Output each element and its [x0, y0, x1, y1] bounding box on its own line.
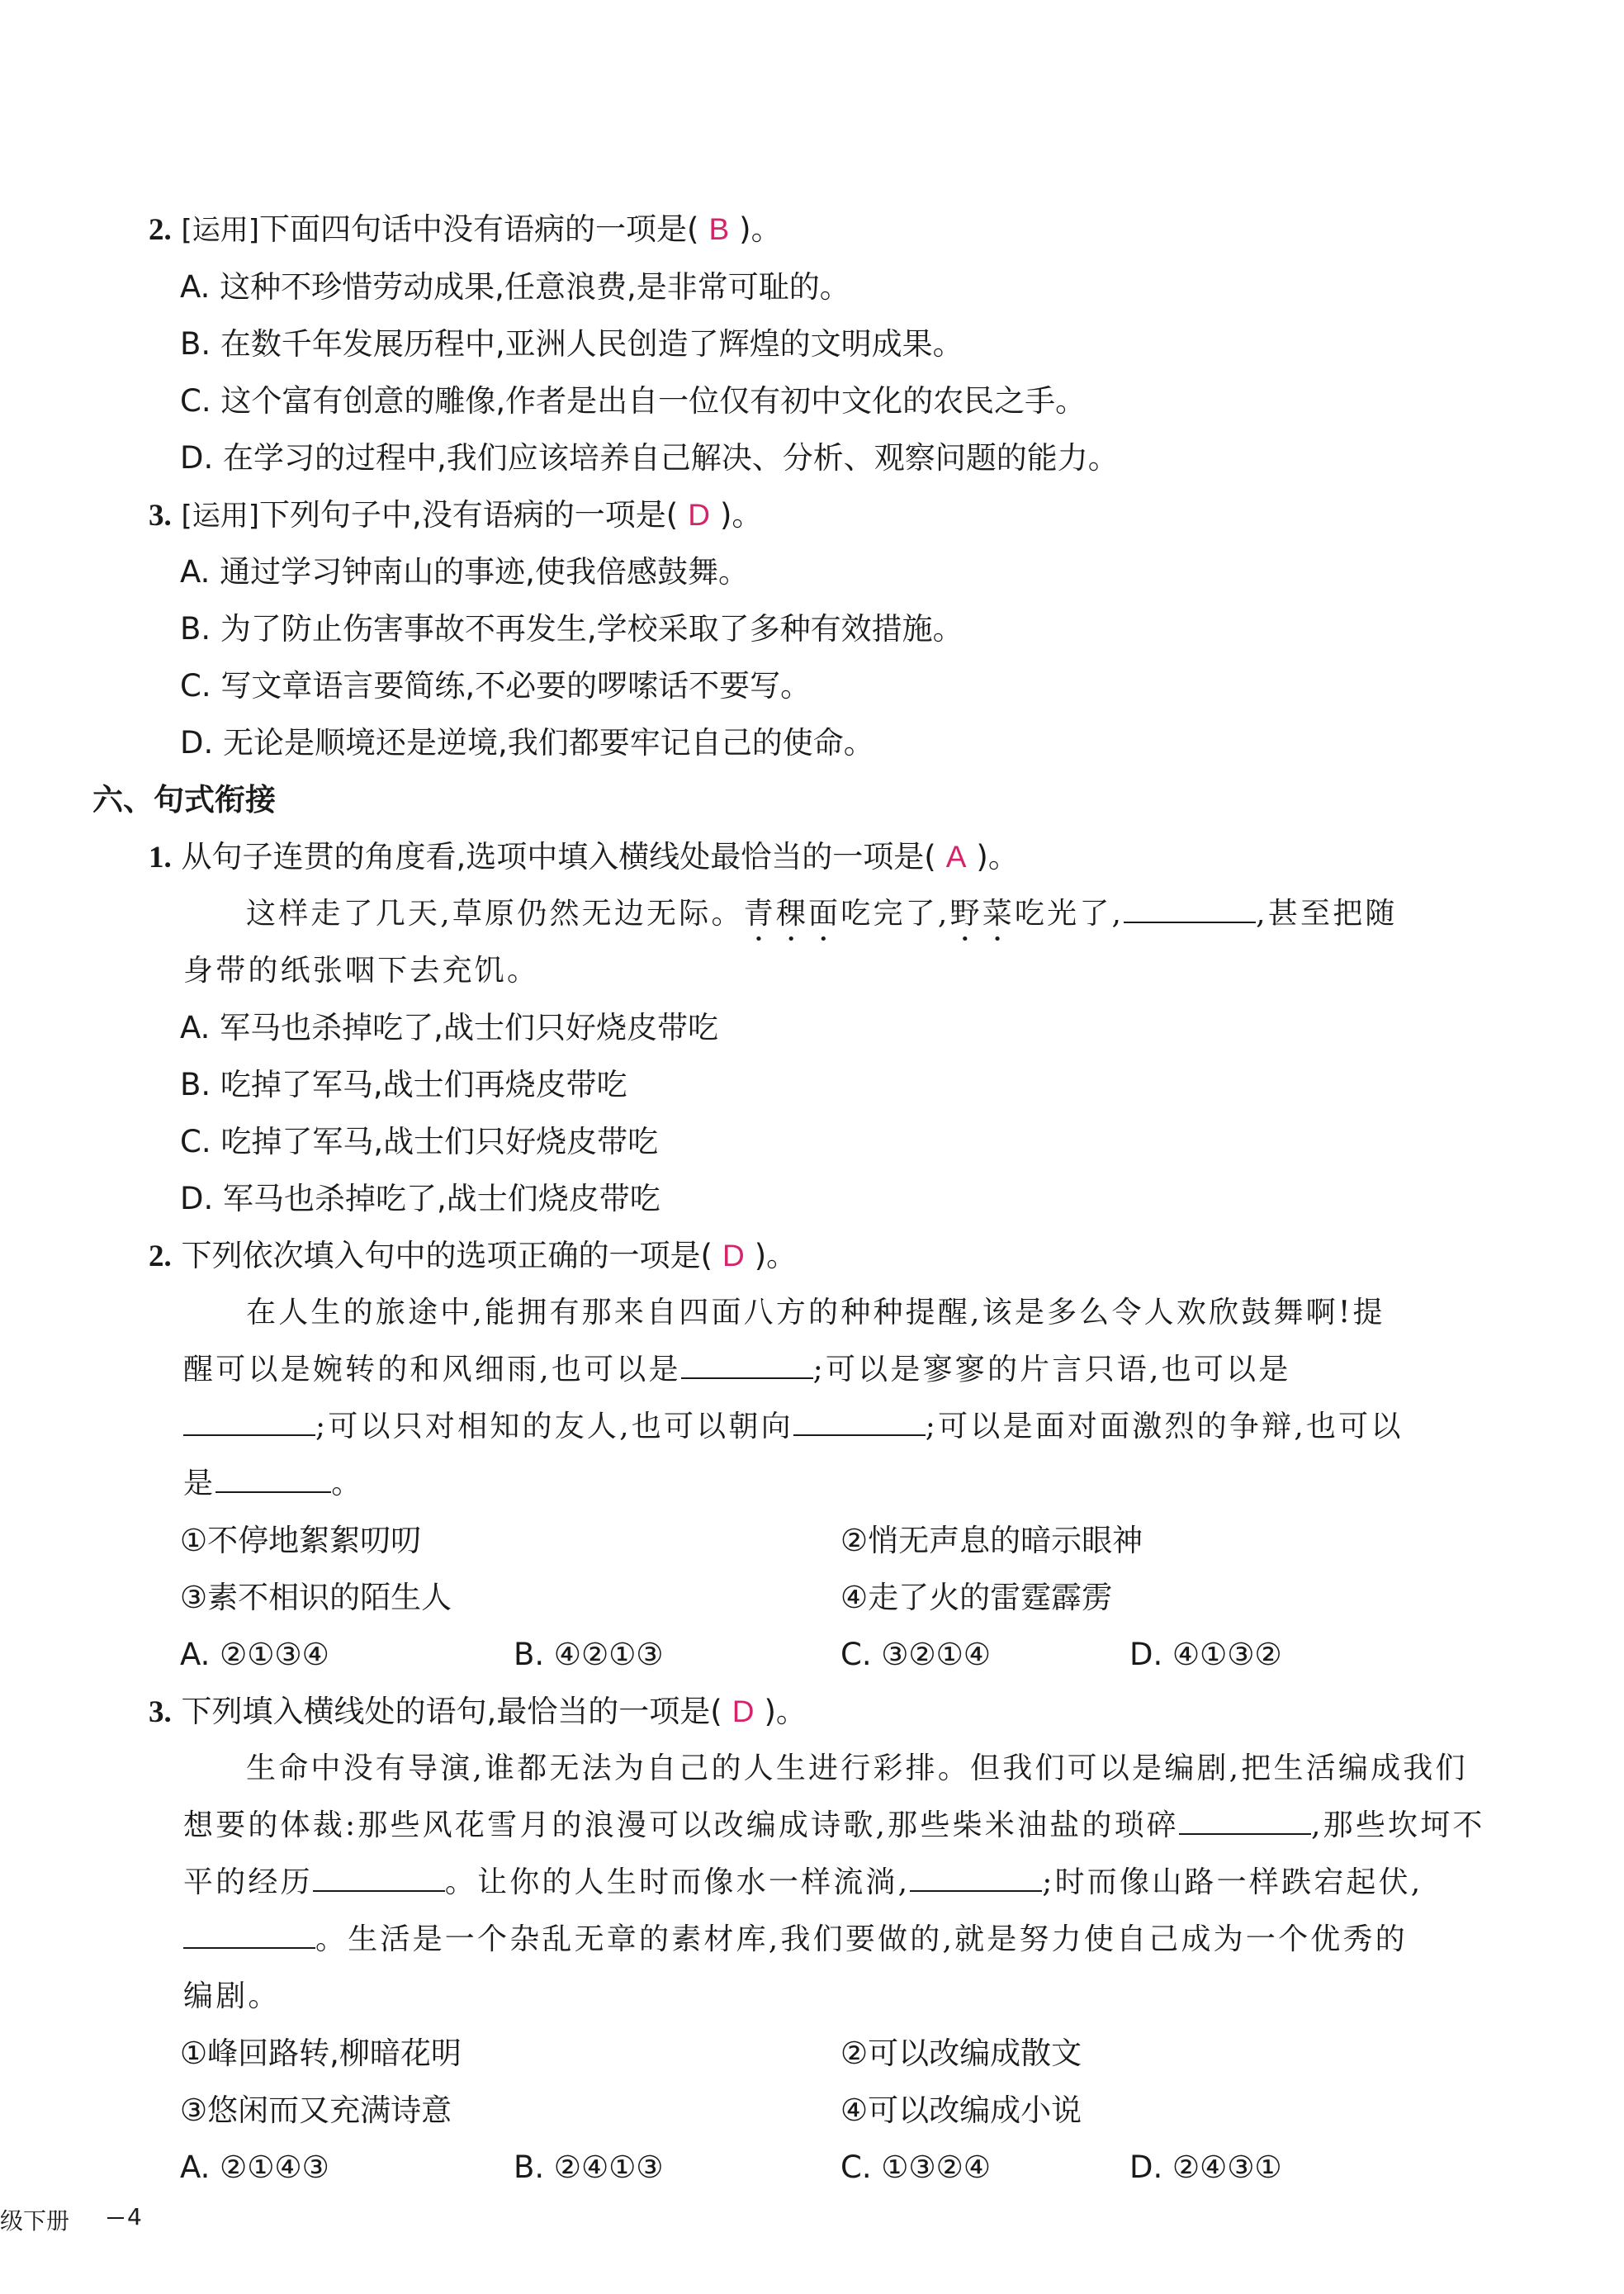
answer-mark: A	[945, 840, 967, 874]
answer-mark: D	[722, 1239, 745, 1273]
fill-blank	[183, 1919, 315, 1949]
option-b: B. 为了防止伤害事故不再发生,学校采取了多种有效措施。	[180, 611, 964, 647]
passage-line: 。生活是一个杂乱无章的素材库,我们要做的,就是努力使自己成为一个优秀的	[183, 1917, 1408, 1963]
question-3-stem: 3. [运用]下列句子中,没有语病的一项是( D )。	[149, 492, 762, 538]
fill-blank	[793, 1406, 926, 1436]
fill-blank	[215, 1463, 331, 1493]
option-a: A. 这种不珍惜劳动成果,任意浪费,是非常可耻的。	[180, 269, 850, 305]
item-2: ②可以改编成散文	[840, 2036, 1082, 2071]
question-3-stem: 3. 下列填入横线处的语句,最恰当的一项是( D )。	[149, 1689, 807, 1735]
item-2: ②悄无声息的暗示眼神	[840, 1523, 1143, 1558]
question-2-stem: 2. 下列依次填入句中的选项正确的一项是( D )。	[149, 1233, 797, 1279]
question-1-stem: 1. 从句子连贯的角度看,选项中填入横线处最恰当的一项是( A )。	[149, 834, 1019, 880]
passage-line: 这样走了几天,草原仍然无边无际。青稞面吃完了,野菜吃光了, ,甚至把随	[246, 891, 1398, 937]
option-d: D. 在学习的过程中,我们应该培养自己解决、分析、观察问题的能力。	[180, 440, 1119, 476]
item-4: ④可以改编成小说	[840, 2093, 1082, 2128]
item-3: ③素不相识的陌生人	[180, 1580, 452, 1615]
section-title: 六、句式衔接	[92, 782, 276, 818]
option-d: D. 无论是顺境还是逆境,我们都要牢记自己的使命。	[180, 725, 874, 761]
passage-line: 生命中没有导演,谁都无法为自己的人生进行彩排。但我们可以是编剧,把生活编成我们	[246, 1751, 1468, 1785]
fill-blank	[1124, 893, 1256, 923]
passage-line: ;可以只对相知的友人,也可以朝向 ;可以是面对面激烈的争辩,也可以	[183, 1404, 1404, 1450]
choice-b: B. ②④①③	[514, 2149, 664, 2185]
fill-blank	[1179, 1805, 1311, 1835]
dash-divider	[107, 2217, 124, 2219]
option-b: B. 在数千年发展历程中,亚洲人民创造了辉煌的文明成果。	[180, 326, 964, 362]
passage-line: 醒可以是婉转的和风细雨,也可以是 ;可以是寥寥的片言只语,也可以是	[183, 1347, 1290, 1393]
option-c: C. 写文章语言要简练,不必要的啰嗦话不要写。	[180, 668, 812, 704]
fill-blank	[313, 1862, 445, 1892]
passage-line: 想要的体裁:那些风花雪月的浪漫可以改编成诗歌,那些柴米油盐的琐碎 ,那些坎坷不	[183, 1803, 1485, 1849]
fill-blank	[681, 1349, 813, 1379]
option-b: B. 吃掉了军马,战士们再烧皮带吃	[180, 1067, 627, 1102]
answer-mark: D	[688, 498, 710, 532]
choice-d: D. ④①③②	[1129, 1637, 1282, 1672]
answer-mark: B	[708, 212, 730, 246]
choice-a: A. ②①③④	[180, 1637, 329, 1672]
passage-line: 是 。	[183, 1461, 363, 1507]
passage-line: 平的经历 。让你的人生时而像水一样流淌, ;时而像山路一样跌宕起伏,	[183, 1860, 1423, 1906]
item-1: ①峰回路转,柳暗花明	[180, 2036, 462, 2071]
question-2-stem: 2. [运用]下面四句话中没有语病的一项是( B )。	[149, 206, 782, 253]
option-c: C. 这个富有创意的雕像,作者是出自一位仅有初中文化的农民之手。	[180, 383, 1087, 419]
choice-d: D. ②④③①	[1129, 2149, 1282, 2185]
page-number: 4	[107, 2203, 142, 2230]
option-a: A. 通过学习钟南山的事迹,使我倍感鼓舞。	[180, 554, 749, 590]
emphasis-word: 野菜	[949, 897, 1015, 931]
item-3: ③悠闲而又充满诗意	[180, 2093, 452, 2128]
item-4: ④走了火的雷霆霹雳	[840, 1580, 1113, 1615]
choice-a: A. ②①④③	[180, 2149, 329, 2185]
passage-line: 编剧。	[183, 1979, 281, 2013]
choice-c: C. ①③②④	[840, 2149, 992, 2185]
choice-b: B. ④②①③	[514, 1637, 664, 1672]
passage-line: 身带的纸张咽下去充饥。	[183, 954, 540, 988]
choice-c: C. ③②①④	[840, 1637, 992, 1672]
option-c: C. 吃掉了军马,战士们只好烧皮带吃	[180, 1124, 659, 1159]
answer-mark: D	[732, 1694, 755, 1728]
option-a: A. 军马也杀掉吃了,战士们只好烧皮带吃	[180, 1010, 718, 1045]
passage-line: 在人生的旅途中,能拥有那来自四面八方的种种提醒,该是多么令人欢欣鼓舞啊!提	[246, 1296, 1385, 1329]
option-d: D. 军马也杀掉吃了,战士们烧皮带吃	[180, 1181, 660, 1216]
item-1: ①不停地絮絮叨叨	[180, 1523, 422, 1558]
emphasis-word: 青稞面	[743, 897, 841, 931]
fill-blank	[183, 1406, 315, 1436]
fill-blank	[910, 1862, 1042, 1892]
footer-book-label: 级下册	[0, 2207, 70, 2235]
